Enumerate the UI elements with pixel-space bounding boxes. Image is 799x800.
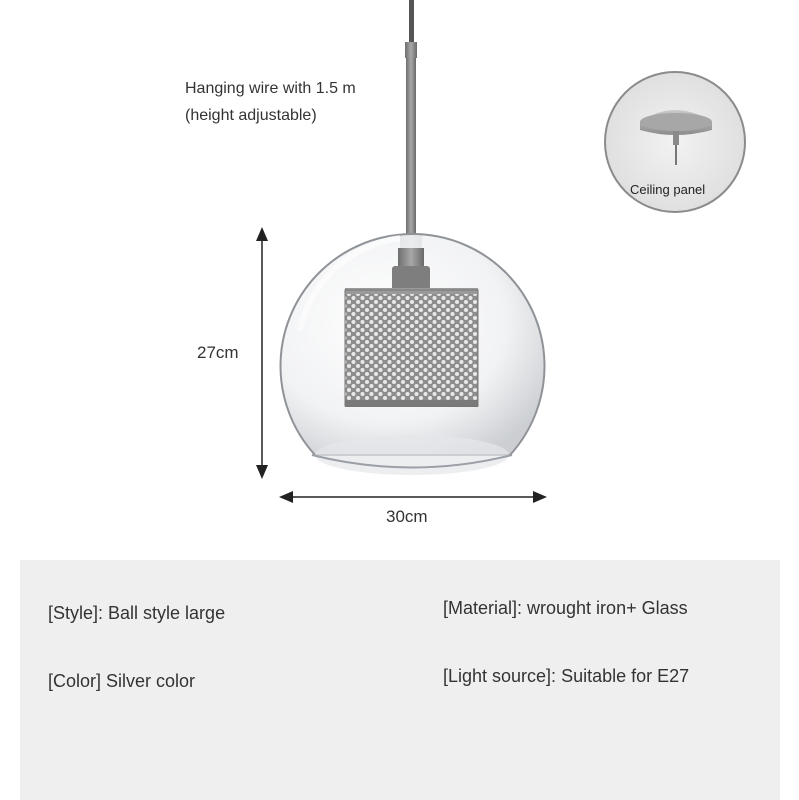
ceiling-panel-label: Ceiling panel [630, 182, 706, 197]
wire-note-line1: Hanging wire with 1.5 m [185, 80, 356, 97]
height-dimension-arrow [256, 227, 268, 479]
width-label: 30cm [386, 507, 428, 526]
hanging-wire-note [185, 75, 356, 129]
spec-panel [20, 560, 780, 800]
spec-material: [Material]: wrought iron+ Glass [443, 598, 688, 618]
height-label: 27cm [197, 343, 239, 362]
spec-style: [Style]: Ball style large [48, 603, 226, 623]
spec-color: [Color] Silver color [48, 671, 196, 691]
hanging-rod [400, 0, 422, 248]
spec-light-source: [Light source]: Suitable for E27 [443, 666, 690, 686]
wire-note-line2: (height adjustable) [185, 107, 317, 124]
width-dimension-arrow [279, 491, 547, 503]
